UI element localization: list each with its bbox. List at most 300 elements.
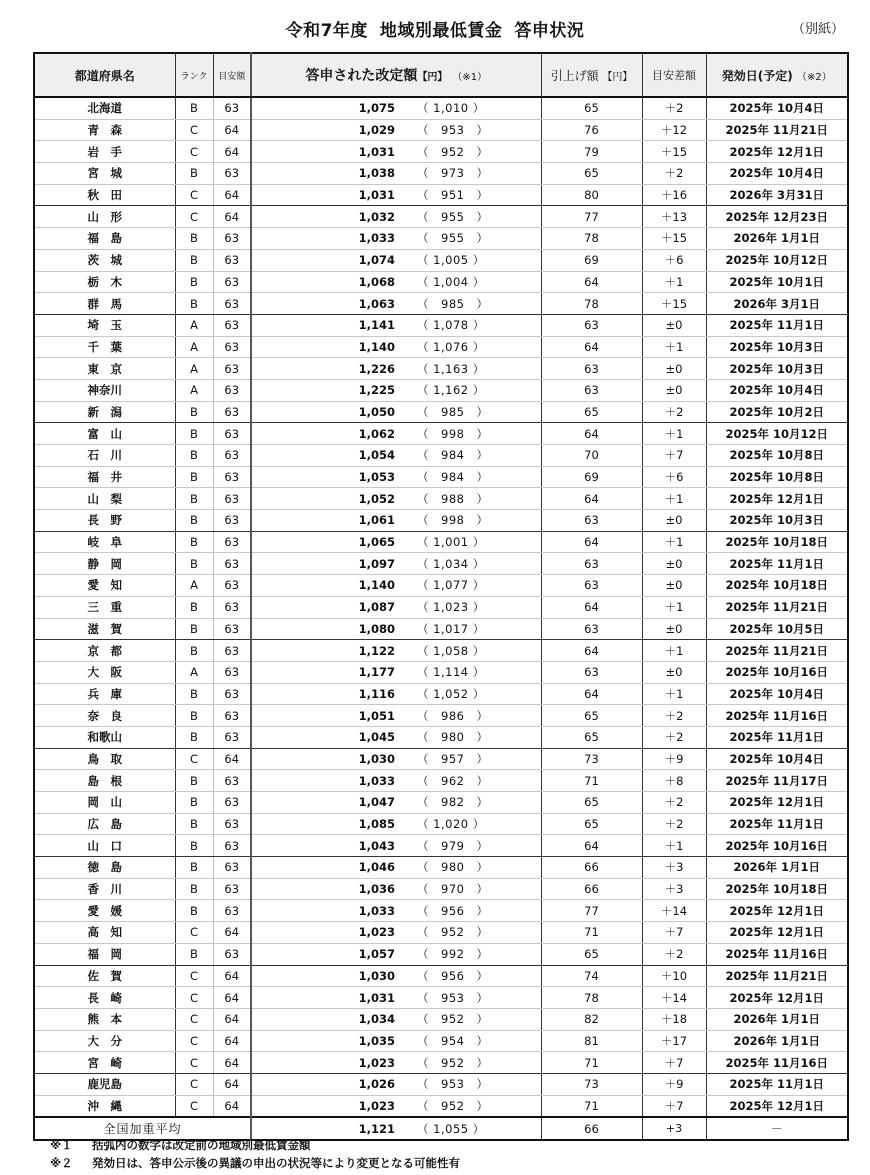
guideline-amount: 63 — [213, 640, 251, 662]
new-wage: 1,085 — [251, 813, 401, 835]
new-wage: 1,141 — [251, 314, 401, 336]
prefecture-name: 山 形 — [34, 206, 175, 228]
guideline-amount: 64 — [213, 1008, 251, 1030]
effective-date: 2025年 11月21日 — [706, 640, 848, 662]
new-wage: 1,031 — [251, 141, 401, 163]
rank: C — [175, 1008, 213, 1030]
raise-amount: 63 — [541, 358, 642, 380]
previous-wage: （ 1,162 ） — [401, 379, 541, 401]
previous-wage: （ 952 ） — [401, 922, 541, 944]
effective-date: 2025年 10月4日 — [706, 683, 848, 705]
prefecture-name: 岩 手 — [34, 141, 175, 163]
prefecture-name: 青 森 — [34, 119, 175, 141]
previous-wage: （ 984 ） — [401, 466, 541, 488]
table-row — [34, 618, 848, 640]
previous-wage: （ 1,077 ） — [401, 575, 541, 597]
previous-wage: （ 1,001 ） — [401, 531, 541, 553]
guideline-difference: ＋1 — [642, 488, 706, 510]
previous-wage: （ 1,005 ） — [401, 249, 541, 271]
new-wage: 1,051 — [251, 705, 401, 727]
guideline-amount: 63 — [213, 575, 251, 597]
effective-date: 2025年 10月12日 — [706, 249, 848, 271]
rank: A — [175, 379, 213, 401]
raise-amount: 80 — [541, 184, 642, 206]
prefecture-name: 沖 縄 — [34, 1095, 175, 1117]
header-diff: 目安差額 — [642, 53, 706, 97]
new-wage: 1,036 — [251, 878, 401, 900]
prefecture-name: 愛 媛 — [34, 900, 175, 922]
effective-date: 2026年 1月1日 — [706, 857, 848, 879]
raise-amount: 63 — [541, 575, 642, 597]
national-average-old-wage: （ 1,055 ） — [401, 1117, 541, 1140]
previous-wage: （ 984 ） — [401, 445, 541, 467]
national-average-new-wage: 1,121 — [251, 1117, 401, 1140]
new-wage: 1,075 — [251, 97, 401, 119]
previous-wage: （ 973 ） — [401, 163, 541, 185]
guideline-amount: 63 — [213, 445, 251, 467]
effective-date: 2026年 1月1日 — [706, 1008, 848, 1030]
guideline-difference: ＋16 — [642, 184, 706, 206]
table-row — [34, 575, 848, 597]
prefecture-name: 奈 良 — [34, 705, 175, 727]
rank: B — [175, 249, 213, 271]
new-wage: 1,034 — [251, 1008, 401, 1030]
header-new-wage — [251, 53, 541, 97]
previous-wage: （ 952 ） — [401, 141, 541, 163]
prefecture-name: 宮 崎 — [34, 1052, 175, 1074]
guideline-amount: 63 — [213, 857, 251, 879]
previous-wage: （ 998 ） — [401, 423, 541, 445]
effective-date: 2025年 12月23日 — [706, 206, 848, 228]
footnote-1 — [50, 1136, 460, 1154]
raise-amount: 63 — [541, 379, 642, 401]
effective-date: 2025年 11月1日 — [706, 726, 848, 748]
guideline-difference: ＋7 — [642, 445, 706, 467]
previous-wage: （ 970 ） — [401, 878, 541, 900]
guideline-difference: ＋1 — [642, 531, 706, 553]
table-row — [34, 987, 848, 1009]
guideline-amount: 63 — [213, 878, 251, 900]
table-row — [34, 553, 848, 575]
raise-amount: 65 — [541, 163, 642, 185]
guideline-difference: ＋18 — [642, 1008, 706, 1030]
raise-amount: 78 — [541, 293, 642, 315]
guideline-amount: 64 — [213, 119, 251, 141]
title-status: 答申状況 — [514, 21, 585, 41]
effective-date: 2025年 10月4日 — [706, 379, 848, 401]
rank: A — [175, 336, 213, 358]
guideline-difference: ＋7 — [642, 922, 706, 944]
prefecture-name: 岐 阜 — [34, 531, 175, 553]
header-effective-date — [706, 53, 848, 97]
rank: C — [175, 965, 213, 987]
guideline-difference: ＋2 — [642, 705, 706, 727]
rank: B — [175, 943, 213, 965]
guideline-difference: ＋3 — [642, 857, 706, 879]
prefecture-name: 香 川 — [34, 878, 175, 900]
previous-wage: （ 955 ） — [401, 206, 541, 228]
new-wage: 1,065 — [251, 531, 401, 553]
new-wage: 1,054 — [251, 445, 401, 467]
table-row — [34, 97, 848, 119]
prefecture-name: 神奈川 — [34, 379, 175, 401]
previous-wage: （ 951 ） — [401, 184, 541, 206]
guideline-difference: ＋15 — [642, 228, 706, 250]
prefecture-name: 静 岡 — [34, 553, 175, 575]
guideline-amount: 63 — [213, 423, 251, 445]
guideline-difference: ＋1 — [642, 423, 706, 445]
guideline-amount: 64 — [213, 965, 251, 987]
guideline-amount: 64 — [213, 922, 251, 944]
raise-amount: 64 — [541, 683, 642, 705]
guideline-difference: ＋1 — [642, 336, 706, 358]
prefecture-name: 愛 知 — [34, 575, 175, 597]
table-row — [34, 314, 848, 336]
previous-wage: （ 952 ） — [401, 1052, 541, 1074]
guideline-amount: 63 — [213, 336, 251, 358]
previous-wage: （ 1,017 ） — [401, 618, 541, 640]
prefecture-name: 群 馬 — [34, 293, 175, 315]
new-wage: 1,122 — [251, 640, 401, 662]
prefecture-name: 長 野 — [34, 510, 175, 532]
rank: B — [175, 900, 213, 922]
raise-amount: 65 — [541, 726, 642, 748]
effective-date: 2025年 11月16日 — [706, 705, 848, 727]
table-row — [34, 184, 848, 206]
new-wage: 1,033 — [251, 228, 401, 250]
guideline-amount: 64 — [213, 1030, 251, 1052]
effective-date: 2025年 11月21日 — [706, 965, 848, 987]
header-raise-unit: 【円】 — [602, 71, 633, 83]
guideline-difference: ＋7 — [642, 1095, 706, 1117]
raise-amount: 81 — [541, 1030, 642, 1052]
raise-amount: 79 — [541, 141, 642, 163]
previous-wage: （ 1,114 ） — [401, 661, 541, 683]
effective-date: 2025年 10月2日 — [706, 401, 848, 423]
guideline-amount: 63 — [213, 792, 251, 814]
effective-date: 2025年 10月4日 — [706, 97, 848, 119]
effective-date: 2025年 12月1日 — [706, 987, 848, 1009]
guideline-amount: 63 — [213, 943, 251, 965]
guideline-amount: 64 — [213, 748, 251, 770]
national-average-date: － — [706, 1117, 848, 1140]
table-row — [34, 358, 848, 380]
guideline-difference: ＋14 — [642, 900, 706, 922]
prefecture-name: 宮 城 — [34, 163, 175, 185]
rank: B — [175, 553, 213, 575]
guideline-amount: 63 — [213, 97, 251, 119]
table-row — [34, 228, 848, 250]
title-year: 令和7年度 — [285, 21, 368, 41]
guideline-difference: ＋17 — [642, 1030, 706, 1052]
raise-amount: 73 — [541, 748, 642, 770]
raise-amount: 71 — [541, 922, 642, 944]
rank: B — [175, 683, 213, 705]
guideline-difference: ＋10 — [642, 965, 706, 987]
guideline-difference: ±0 — [642, 379, 706, 401]
raise-amount: 71 — [541, 770, 642, 792]
effective-date: 2025年 12月1日 — [706, 792, 848, 814]
table-row — [34, 423, 848, 445]
header-effective-date-label: 発効日(予定) — [721, 68, 793, 83]
effective-date: 2025年 11月17日 — [706, 770, 848, 792]
previous-wage: （ 998 ） — [401, 510, 541, 532]
table-body — [34, 97, 848, 1117]
footnotes — [50, 1136, 460, 1172]
effective-date: 2025年 10月4日 — [706, 748, 848, 770]
national-average-raise: 66 — [541, 1117, 642, 1140]
guideline-difference: ＋2 — [642, 97, 706, 119]
effective-date: 2026年 1月1日 — [706, 1030, 848, 1052]
guideline-difference: ＋12 — [642, 119, 706, 141]
guideline-amount: 63 — [213, 531, 251, 553]
guideline-amount: 63 — [213, 249, 251, 271]
table-row — [34, 249, 848, 271]
new-wage: 1,026 — [251, 1073, 401, 1095]
rank: B — [175, 401, 213, 423]
previous-wage: （ 953 ） — [401, 1073, 541, 1095]
new-wage: 1,033 — [251, 770, 401, 792]
guideline-amount: 63 — [213, 900, 251, 922]
prefecture-name: 石 川 — [34, 445, 175, 467]
header-new-wage-unit: 【円】 — [417, 72, 448, 83]
table-row — [34, 661, 848, 683]
previous-wage: （ 1,010 ） — [401, 97, 541, 119]
guideline-difference: ＋9 — [642, 748, 706, 770]
effective-date: 2025年 10月4日 — [706, 163, 848, 185]
guideline-difference: ＋2 — [642, 943, 706, 965]
guideline-difference: ＋1 — [642, 640, 706, 662]
guideline-amount: 63 — [213, 705, 251, 727]
new-wage: 1,033 — [251, 900, 401, 922]
new-wage: 1,047 — [251, 792, 401, 814]
previous-wage: （ 1,058 ） — [401, 640, 541, 662]
previous-wage: （ 956 ） — [401, 965, 541, 987]
guideline-amount: 64 — [213, 206, 251, 228]
new-wage: 1,074 — [251, 249, 401, 271]
rank: C — [175, 119, 213, 141]
raise-amount: 64 — [541, 835, 642, 857]
rank: C — [175, 922, 213, 944]
raise-amount: 63 — [541, 510, 642, 532]
new-wage: 1,062 — [251, 423, 401, 445]
guideline-difference: ＋6 — [642, 466, 706, 488]
guideline-amount: 63 — [213, 271, 251, 293]
rank: C — [175, 184, 213, 206]
national-average-diff: +3 — [642, 1117, 706, 1140]
guideline-amount: 63 — [213, 553, 251, 575]
prefecture-name: 滋 賀 — [34, 618, 175, 640]
guideline-amount: 63 — [213, 228, 251, 250]
guideline-difference: ＋8 — [642, 770, 706, 792]
prefecture-name: 大 阪 — [34, 661, 175, 683]
guideline-difference: ＋7 — [642, 1052, 706, 1074]
previous-wage: （ 1,034 ） — [401, 553, 541, 575]
guideline-difference: ＋3 — [642, 878, 706, 900]
guideline-amount: 63 — [213, 314, 251, 336]
effective-date: 2025年 12月1日 — [706, 900, 848, 922]
rank: B — [175, 770, 213, 792]
new-wage: 1,057 — [251, 943, 401, 965]
previous-wage: （ 985 ） — [401, 401, 541, 423]
previous-wage: （ 992 ） — [401, 943, 541, 965]
effective-date: 2025年 10月16日 — [706, 661, 848, 683]
prefecture-name: 山 梨 — [34, 488, 175, 510]
previous-wage: （ 1,163 ） — [401, 358, 541, 380]
rank: B — [175, 531, 213, 553]
new-wage: 1,140 — [251, 336, 401, 358]
effective-date: 2025年 10月12日 — [706, 423, 848, 445]
effective-date: 2025年 10月3日 — [706, 336, 848, 358]
guideline-amount: 64 — [213, 1073, 251, 1095]
raise-amount: 65 — [541, 813, 642, 835]
effective-date: 2025年 11月1日 — [706, 314, 848, 336]
raise-amount: 63 — [541, 553, 642, 575]
effective-date: 2025年 12月1日 — [706, 141, 848, 163]
guideline-amount: 63 — [213, 488, 251, 510]
guideline-difference: ＋1 — [642, 683, 706, 705]
table-row — [34, 683, 848, 705]
new-wage: 1,116 — [251, 683, 401, 705]
new-wage: 1,140 — [251, 575, 401, 597]
effective-date: 2026年 3月31日 — [706, 184, 848, 206]
prefecture-name: 福 島 — [34, 228, 175, 250]
table-row — [34, 401, 848, 423]
guideline-difference: ±0 — [642, 314, 706, 336]
prefecture-name: 大 分 — [34, 1030, 175, 1052]
previous-wage: （ 953 ） — [401, 119, 541, 141]
previous-wage: （ 980 ） — [401, 857, 541, 879]
raise-amount: 74 — [541, 965, 642, 987]
prefecture-name: 鳥 取 — [34, 748, 175, 770]
prefecture-name: 富 山 — [34, 423, 175, 445]
effective-date: 2025年 10月18日 — [706, 531, 848, 553]
table-row — [34, 1095, 848, 1117]
guideline-difference: ±0 — [642, 575, 706, 597]
header-prefecture: 都道府県名 — [34, 53, 175, 97]
rank: B — [175, 445, 213, 467]
raise-amount: 71 — [541, 1095, 642, 1117]
footnote-1-mark: ※１ — [50, 1138, 73, 1152]
prefecture-name: 長 崎 — [34, 987, 175, 1009]
effective-date: 2025年 10月3日 — [706, 358, 848, 380]
guideline-difference: ＋1 — [642, 596, 706, 618]
annex-label: （別紙） — [791, 22, 844, 37]
footnote-2-mark: ※２ — [50, 1156, 73, 1170]
table-row — [34, 531, 848, 553]
prefecture-name: 佐 賀 — [34, 965, 175, 987]
new-wage: 1,068 — [251, 271, 401, 293]
previous-wage: （ 957 ） — [401, 748, 541, 770]
table-row — [34, 510, 848, 532]
guideline-amount: 63 — [213, 401, 251, 423]
prefecture-name: 島 根 — [34, 770, 175, 792]
new-wage: 1,045 — [251, 726, 401, 748]
guideline-amount: 63 — [213, 835, 251, 857]
new-wage: 1,053 — [251, 466, 401, 488]
previous-wage: （ 952 ） — [401, 1095, 541, 1117]
guideline-amount: 63 — [213, 510, 251, 532]
effective-date: 2025年 10月3日 — [706, 510, 848, 532]
guideline-amount: 63 — [213, 726, 251, 748]
new-wage: 1,225 — [251, 379, 401, 401]
effective-date: 2025年 10月18日 — [706, 575, 848, 597]
raise-amount: 65 — [541, 97, 642, 119]
table-row — [34, 1008, 848, 1030]
new-wage: 1,063 — [251, 293, 401, 315]
rank: C — [175, 748, 213, 770]
guideline-amount: 63 — [213, 379, 251, 401]
table-row — [34, 336, 848, 358]
rank: B — [175, 640, 213, 662]
effective-date: 2025年 11月21日 — [706, 596, 848, 618]
effective-date: 2025年 12月1日 — [706, 922, 848, 944]
previous-wage: （ 986 ） — [401, 705, 541, 727]
new-wage: 1,177 — [251, 661, 401, 683]
previous-wage: （ 962 ） — [401, 770, 541, 792]
rank: B — [175, 228, 213, 250]
rank: B — [175, 878, 213, 900]
table-row — [34, 293, 848, 315]
new-wage: 1,080 — [251, 618, 401, 640]
previous-wage: （ 1,076 ） — [401, 336, 541, 358]
rank: B — [175, 271, 213, 293]
effective-date: 2025年 10月5日 — [706, 618, 848, 640]
guideline-difference: ±0 — [642, 553, 706, 575]
table-row — [34, 119, 848, 141]
effective-date: 2025年 12月1日 — [706, 488, 848, 510]
raise-amount: 77 — [541, 206, 642, 228]
previous-wage: （ 982 ） — [401, 792, 541, 814]
guideline-difference: ＋2 — [642, 726, 706, 748]
previous-wage: （ 955 ） — [401, 228, 541, 250]
raise-amount: 71 — [541, 1052, 642, 1074]
rank: B — [175, 97, 213, 119]
new-wage: 1,061 — [251, 510, 401, 532]
rank: B — [175, 163, 213, 185]
guideline-amount: 63 — [213, 466, 251, 488]
rank: B — [175, 510, 213, 532]
prefecture-name: 千 葉 — [34, 336, 175, 358]
guideline-amount: 63 — [213, 163, 251, 185]
raise-amount: 65 — [541, 792, 642, 814]
table-row — [34, 726, 848, 748]
new-wage: 1,032 — [251, 206, 401, 228]
footnote-2 — [50, 1154, 460, 1172]
guideline-difference: ＋1 — [642, 271, 706, 293]
table-row — [34, 1073, 848, 1095]
prefecture-name: 茨 城 — [34, 249, 175, 271]
prefecture-name: 鹿児島 — [34, 1073, 175, 1095]
guideline-difference: ±0 — [642, 358, 706, 380]
prefecture-name: 秋 田 — [34, 184, 175, 206]
guideline-difference: ＋2 — [642, 163, 706, 185]
guideline-difference: ±0 — [642, 661, 706, 683]
prefecture-name: 福 井 — [34, 466, 175, 488]
table-row — [34, 640, 848, 662]
guideline-amount: 63 — [213, 293, 251, 315]
prefecture-name: 山 口 — [34, 835, 175, 857]
previous-wage: （ 980 ） — [401, 726, 541, 748]
prefecture-name: 新 潟 — [34, 401, 175, 423]
raise-amount: 65 — [541, 401, 642, 423]
raise-amount: 66 — [541, 857, 642, 879]
previous-wage: （ 1,078 ） — [401, 314, 541, 336]
previous-wage: （ 954 ） — [401, 1030, 541, 1052]
prefecture-name: 福 岡 — [34, 943, 175, 965]
new-wage: 1,023 — [251, 1052, 401, 1074]
raise-amount: 63 — [541, 314, 642, 336]
